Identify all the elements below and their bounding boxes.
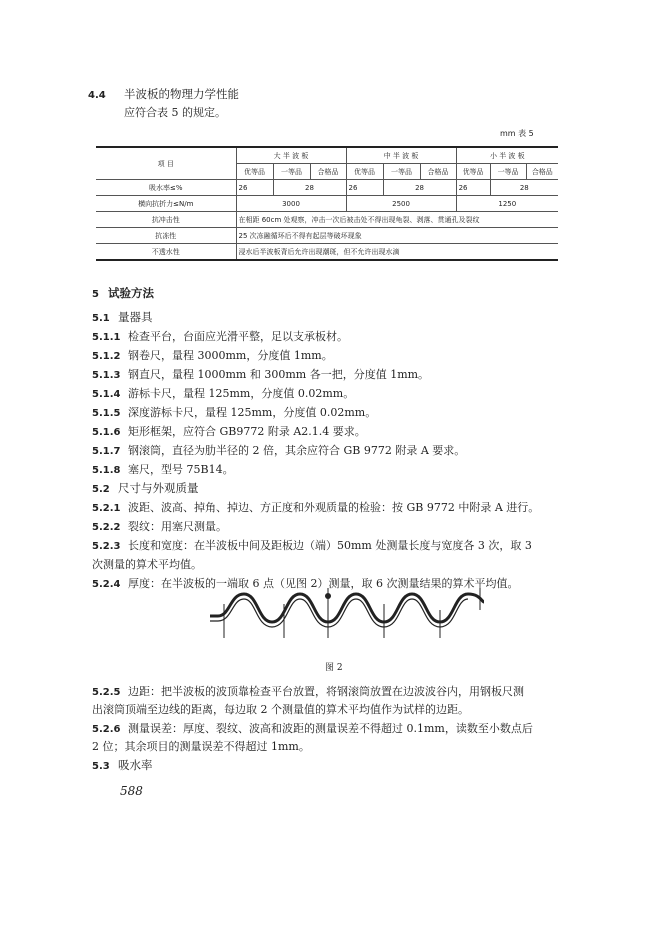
item-number: 5.1.1 <box>92 332 121 343</box>
item-5-1-3 <box>92 366 429 382</box>
item-5-2-5-cont: 出滚筒顶端至边线的距离，每边取 2 个测量值的算术平均值作为试样的边距。 <box>92 703 469 716</box>
header-item: 项 目 <box>96 147 236 180</box>
table-row <box>96 196 558 212</box>
item-number: 5.1.7 <box>92 446 121 457</box>
row-label: 抗冲击性 <box>96 212 236 228</box>
item-text: 检查平台，台面应光滑平整，足以支承板材。 <box>128 330 348 343</box>
item-5-1-2 <box>92 347 333 363</box>
table-cell: 3000 <box>236 196 346 212</box>
table-header-row <box>96 147 558 164</box>
item-5-2-2 <box>92 518 227 534</box>
section-title: 试验方法 <box>108 286 154 300</box>
item-text: 裂纹：用塞尺测量。 <box>128 520 227 533</box>
item-5-1-6 <box>92 423 366 439</box>
item-text: 钢滚筒，直径为肋半径的 2 倍，其余应符合 GB 9772 附录 A 要求。 <box>128 444 466 457</box>
table-row <box>96 244 558 261</box>
item-5-1-8 <box>92 461 234 477</box>
section-title: 半波板的物理力学性能 <box>124 87 239 101</box>
item-number: 5.1.8 <box>92 465 121 476</box>
header-group-medium: 中 半 波 板 <box>346 147 456 164</box>
item-number: 5.2.1 <box>92 503 121 514</box>
row-label: 横向抗折力≤N/m <box>96 196 236 212</box>
table-cell: 26 <box>346 180 383 196</box>
section-title: 吸水率 <box>118 758 153 772</box>
item-5-2-6 <box>92 720 533 736</box>
grade-cell: 一等品 <box>273 164 310 180</box>
item-text: 边距：把半波板的波顶靠检查平台放置，将钢滚筒放置在边波波谷内，用钢板尺测 <box>128 685 524 698</box>
item-number: 5.2.6 <box>92 724 121 735</box>
table-row <box>96 228 558 244</box>
item-text: 波距、波高、掉角、掉边、方正度和外观质量的检验：按 GB 9772 中附录 A 进行。 <box>128 501 540 514</box>
grade-cell: 优等品 <box>346 164 383 180</box>
page-number: 588 <box>120 784 143 798</box>
item-text: 矩形框架，应符合 GB9772 附录 A2.1.4 要求。 <box>128 425 366 438</box>
grade-cell: 优等品 <box>236 164 273 180</box>
table-cell: 26 <box>456 180 490 196</box>
table-cell: 26 <box>236 180 273 196</box>
item-number: 5.2.4 <box>92 579 121 590</box>
section-title: 量器具 <box>118 310 153 324</box>
item-5-2-6-cont: 2 位；其余项目的测量误差不得超过 1mm。 <box>92 740 310 753</box>
item-number: 5.1.2 <box>92 351 121 362</box>
table-row <box>96 212 558 228</box>
item-text: 钢直尺，量程 1000mm 和 300mm 各一把，分度值 1mm。 <box>128 368 430 381</box>
item-number: 5.2.5 <box>92 687 121 698</box>
table-cell: 1250 <box>456 196 558 212</box>
item-text: 塞尺，型号 75B14。 <box>128 463 234 476</box>
row-label: 吸水率≤% <box>96 180 236 196</box>
item-5-2-3 <box>92 537 532 553</box>
section-number: 5.3 <box>92 761 110 772</box>
row-label: 抗冻性 <box>96 228 236 244</box>
item-number: 5.1.6 <box>92 427 121 438</box>
section-number: 5 <box>92 289 99 300</box>
figure-caption: 图 2 <box>325 663 343 673</box>
item-text: 测量误差：厚度、裂纹、波高和波距的测量误差不得超过 0.1mm，读数至小数点后 <box>128 722 533 735</box>
item-5-1-7 <box>92 442 465 458</box>
grade-cell: 一等品 <box>383 164 420 180</box>
grade-cell: 优等品 <box>456 164 490 180</box>
table-cell: 浸水后半波板背后允许出现潮斑，但不允许出现水滴 <box>236 244 558 261</box>
item-5-1-1 <box>92 328 348 344</box>
section-5-1-heading <box>92 309 153 325</box>
section-5-3-heading <box>92 757 153 773</box>
section-5-2-heading <box>92 480 199 496</box>
section-4-4-text: 应符合表 5 的规定。 <box>124 106 226 119</box>
item-5-1-5 <box>92 404 376 420</box>
section-number: 4.4 <box>88 90 106 101</box>
item-number: 5.2.3 <box>92 541 121 552</box>
grade-cell: 一等品 <box>490 164 526 180</box>
table-cell: 25 次冻融循环后不得有起层等破坏现象 <box>236 228 558 244</box>
table-cell: 28 <box>490 180 558 196</box>
section-number: 5.1 <box>92 313 110 324</box>
header-group-small: 小 半 波 板 <box>456 147 558 164</box>
table-cell: 28 <box>383 180 456 196</box>
table-cell: 在相距 60cm 处观察，冲击一次后被击处不得出现龟裂、剥落、贯通孔及裂纹 <box>236 212 558 228</box>
item-number: 5.2.2 <box>92 522 121 533</box>
header-group-large: 大 半 波 板 <box>236 147 346 164</box>
item-number: 5.1.3 <box>92 370 121 381</box>
figure-2-corrugated-profile <box>196 588 496 644</box>
item-number: 5.1.5 <box>92 408 121 419</box>
item-5-1-4 <box>92 385 354 401</box>
table-cell: 28 <box>273 180 346 196</box>
item-text: 游标卡尺，量程 125mm，分度值 0.02mm。 <box>128 387 355 400</box>
table-5 <box>96 146 558 261</box>
section-title: 尺寸与外观质量 <box>118 481 199 495</box>
row-label: 不透水性 <box>96 244 236 261</box>
table-units-caption: mm 表 5 <box>500 129 534 138</box>
table-cell: 2500 <box>346 196 456 212</box>
section-4-4-heading <box>88 86 239 102</box>
grade-cell: 合格品 <box>310 164 346 180</box>
item-text: 长度和宽度：在半波板中间及距板边（端）50mm 处测量长度与宽度各 3 次，取 3 <box>128 539 532 552</box>
grade-cell: 合格品 <box>420 164 456 180</box>
item-text: 钢卷尺，量程 3000mm，分度值 1mm。 <box>128 349 333 362</box>
item-5-2-1 <box>92 499 539 515</box>
item-5-2-3-cont: 次测量的算术平均值。 <box>92 558 202 571</box>
section-5-heading <box>92 285 154 301</box>
grade-cell: 合格品 <box>526 164 558 180</box>
item-text: 深度游标卡尺，量程 125mm，分度值 0.02mm。 <box>128 406 377 419</box>
section-number: 5.2 <box>92 484 110 495</box>
item-text: 厚度：在半波板的一端取 6 点（见图 2）测量，取 6 次测量结果的算术平均值。 <box>128 577 519 590</box>
item-5-2-5 <box>92 683 524 699</box>
item-number: 5.1.4 <box>92 389 121 400</box>
table-row <box>96 180 558 196</box>
